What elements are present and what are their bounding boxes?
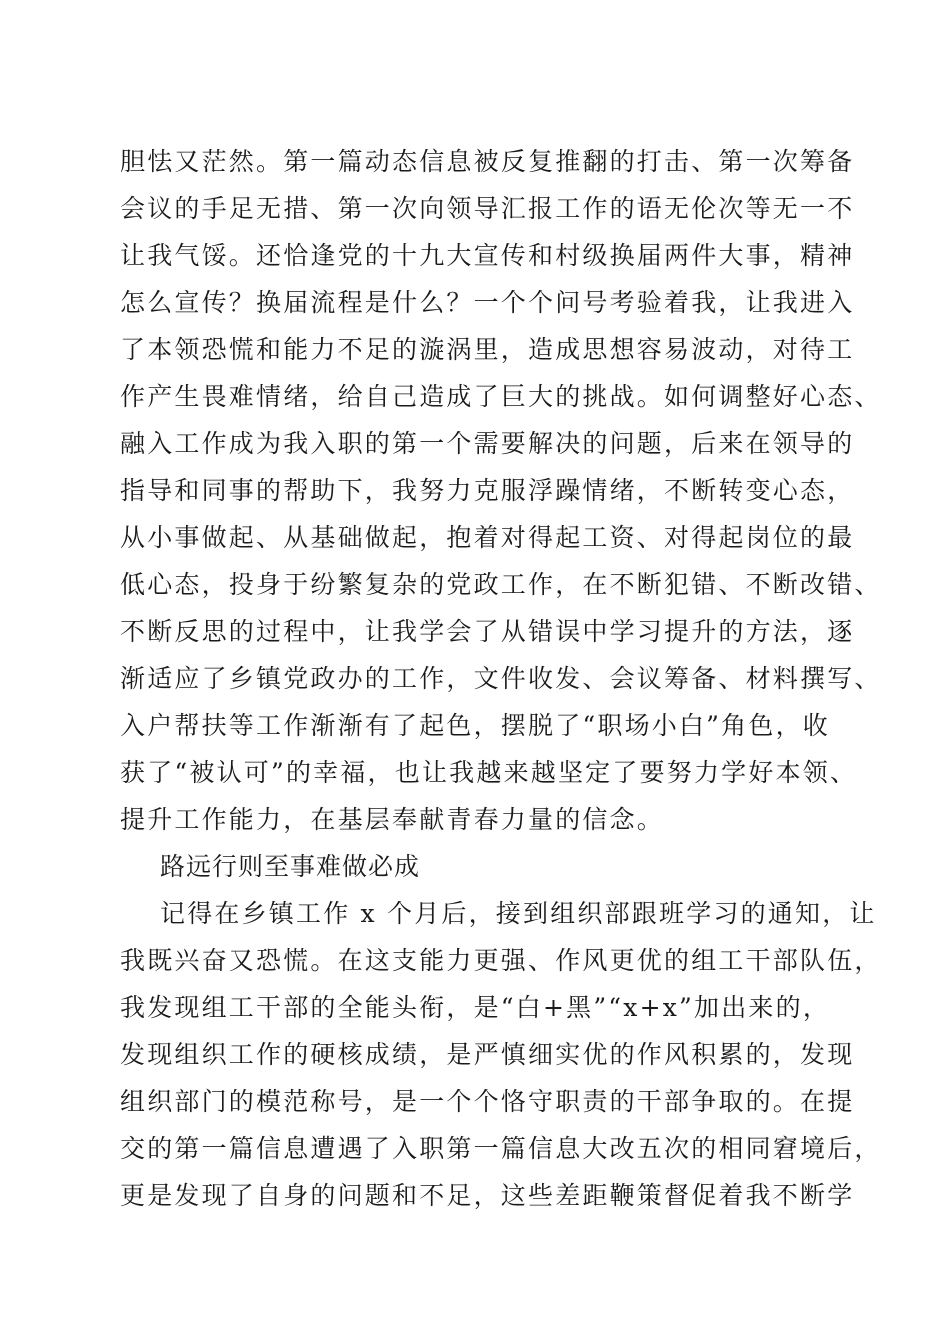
paragraph-line: 融入工作成为我入职的第一个需要解决的问题，后来在领导的 — [120, 429, 855, 458]
paragraph-line: 会议的手足无措、第一次向领导汇报工作的语无伦次等无一不 — [120, 194, 855, 223]
paragraph-line: 指导和同事的帮助下，我努力克服浮躁情绪，不断转变心态， — [120, 476, 855, 505]
paragraph-line: 作产生畏难情绪，给自己造成了巨大的挑战。如何调整好心态、 — [120, 382, 882, 411]
paragraph-line: 组织部门的模范称号，是一个个恪守职责的干部争取的。在提 — [120, 1087, 855, 1116]
paragraph-line: 发现组织工作的硬核成绩，是严慎细实优的作风积累的，发现 — [120, 1040, 855, 1069]
paragraph-line: 从小事做起、从基础做起，抱着对得起工资、对得起岗位的最 — [120, 523, 855, 552]
paragraph-line: 我发现组工干部的全能头衔，是“白+黑”“x+x”加出来的， — [120, 993, 831, 1022]
paragraph-2 — [120, 890, 882, 1219]
paragraph-line: 交的第一篇信息遭遇了入职第一篇信息大改五次的相同窘境后， — [120, 1134, 882, 1163]
paragraph-line: 记得在乡镇工作 x 个月后，接到组织部跟班学习的通知，让 — [160, 899, 877, 928]
paragraph-1 — [120, 138, 882, 843]
paragraph-line: 让我气馁。还恰逢党的十九大宣传和村级换届两件大事，精神 — [120, 241, 855, 270]
paragraph-line: 提升工作能力，在基层奉献青春力量的信念。 — [120, 805, 665, 834]
paragraph-line: 更是发现了自身的问题和不足，这些差距鞭策督促着我不断学 — [120, 1181, 855, 1210]
section-heading: 路远行则至事难做必成 — [160, 852, 421, 881]
paragraph-line: 胆怯又茫然。第一篇动态信息被反复推翻的打击、第一次筹备 — [120, 147, 855, 176]
paragraph-line: 我既兴奋又恐慌。在这支能力更强、作风更优的组工干部队伍， — [120, 946, 882, 975]
paragraph-line: 渐适应了乡镇党政办的工作，文件收发、会议筹备、材料撰写、 — [120, 664, 882, 693]
paragraph-line: 入户帮扶等工作渐渐有了起色，摆脱了“职场小白”角色，收 — [120, 711, 830, 740]
paragraph-line: 了本领恐慌和能力不足的漩涡里，造成思想容易波动，对待工 — [120, 335, 855, 364]
paragraph-line: 不断反思的过程中，让我学会了从错误中学习提升的方法，逐 — [120, 617, 855, 646]
paragraph-line: 获了“被认可”的幸福，也让我越来越坚定了要努力学好本领、 — [120, 758, 858, 787]
document-body — [120, 138, 882, 1219]
paragraph-line: 低心态，投身于纷繁复杂的党政工作，在不断犯错、不断改错、 — [120, 570, 882, 599]
paragraph-line: 怎么宣传？换届流程是什么？一个个问号考验着我，让我进入 — [120, 288, 855, 317]
